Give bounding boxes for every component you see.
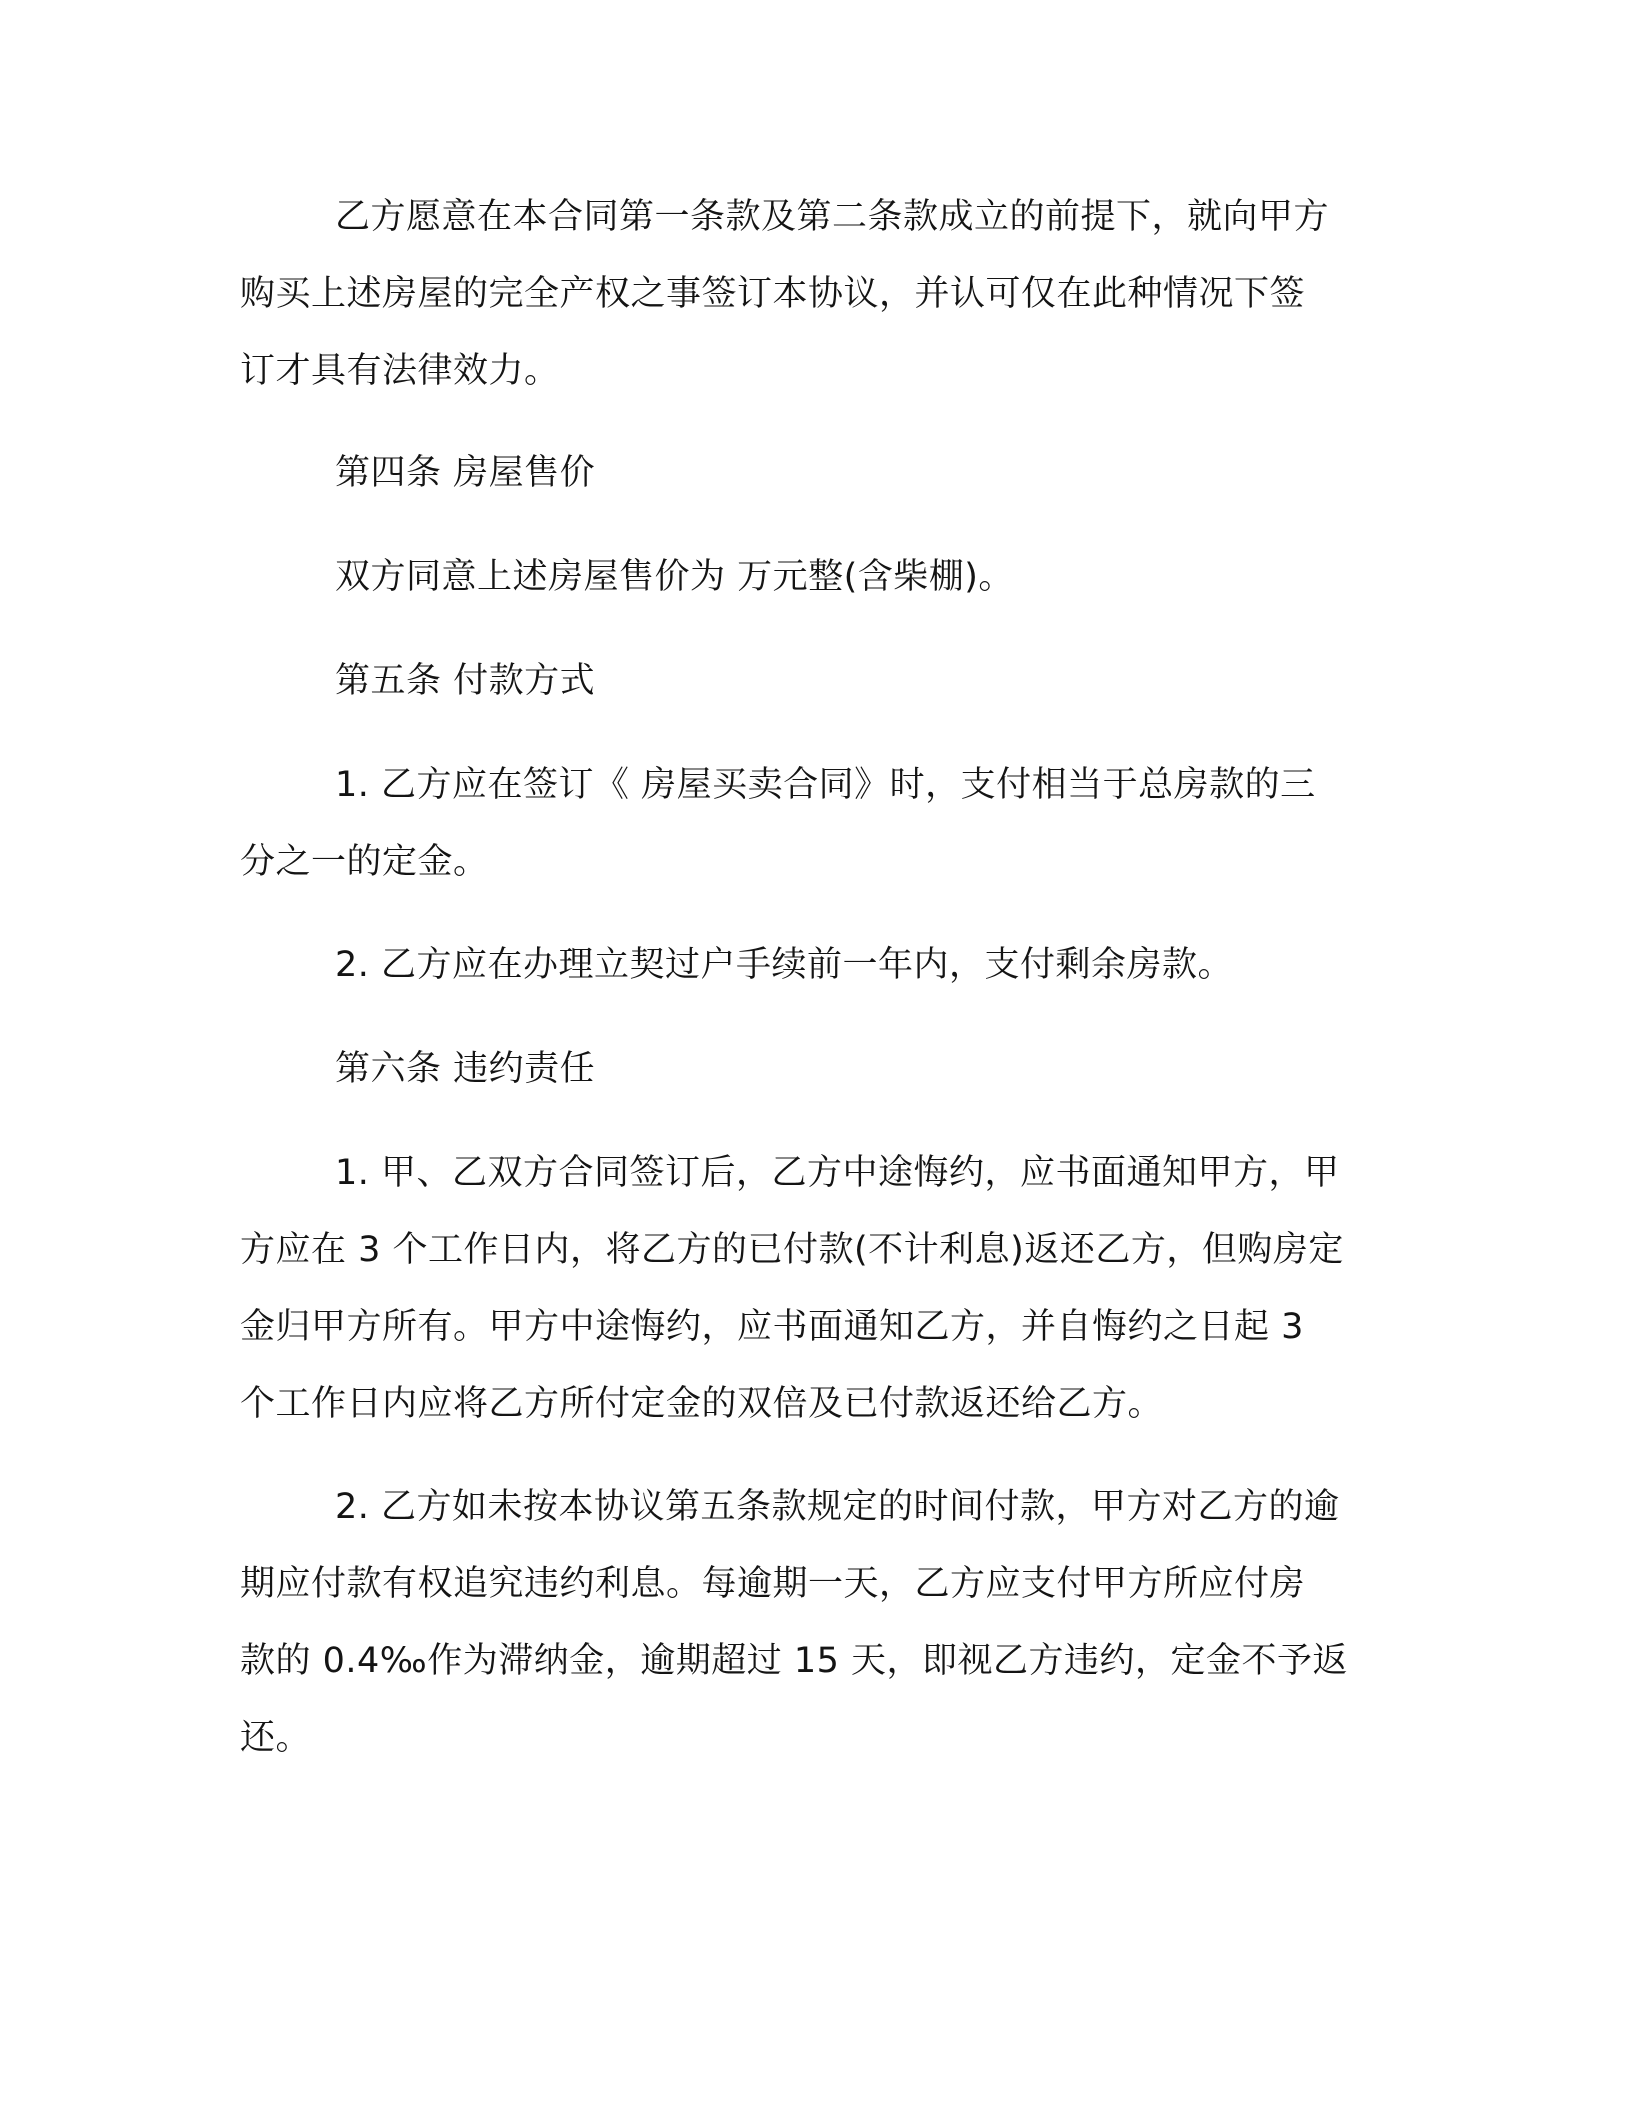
text-line: 乙方愿意在本合同第一条款及第二条款成立的前提下，就向甲方 bbox=[335, 197, 1330, 237]
text-line: 期应付款有权追究违约利息。每逾期一天，乙方应支付甲方所应付房 bbox=[240, 1564, 1306, 1604]
text-line: 款的 0.4‰作为滞纳金，逾期超过 15 天，即视乙方违约，定金不予返 bbox=[240, 1641, 1349, 1681]
text-line: 1. 乙方应在签订《 房屋买卖合同》时，支付相当于总房款的三 bbox=[335, 765, 1316, 805]
text-line: 个工作日内应将乙方所付定金的双倍及已付款返还给乙方。 bbox=[240, 1384, 1164, 1424]
text-line: 2. 乙方应在办理立契过户手续前一年内，支付剩余房款。 bbox=[335, 945, 1234, 985]
text-line: 还。 bbox=[240, 1718, 312, 1758]
text-line: 方应在 3 个工作日内，将乙方的已付款(不计利息)返还乙方，但购房定 bbox=[240, 1230, 1344, 1270]
text-line: 购买上述房屋的完全产权之事签订本协议，并认可仅在此种情况下签 bbox=[240, 274, 1306, 314]
section-heading: 第五条 付款方式 bbox=[335, 661, 596, 701]
text-line: 订才具有法律效力。 bbox=[240, 351, 560, 391]
text-line: 金归甲方所有。甲方中途悔约，应书面通知乙方，并自悔约之日起 3 bbox=[240, 1307, 1304, 1347]
section-heading: 第六条 违约责任 bbox=[335, 1049, 596, 1089]
text-line: 1. 甲、乙双方合同签订后，乙方中途悔约，应书面通知甲方，甲 bbox=[335, 1153, 1340, 1193]
text-line: 2. 乙方如未按本协议第五条款规定的时间付款，甲方对乙方的逾 bbox=[335, 1487, 1340, 1527]
section-heading: 第四条 房屋售价 bbox=[335, 453, 596, 493]
text-line: 分之一的定金。 bbox=[240, 842, 489, 882]
text-line: 双方同意上述房屋售价为 万元整(含柴棚)。 bbox=[335, 557, 1014, 597]
